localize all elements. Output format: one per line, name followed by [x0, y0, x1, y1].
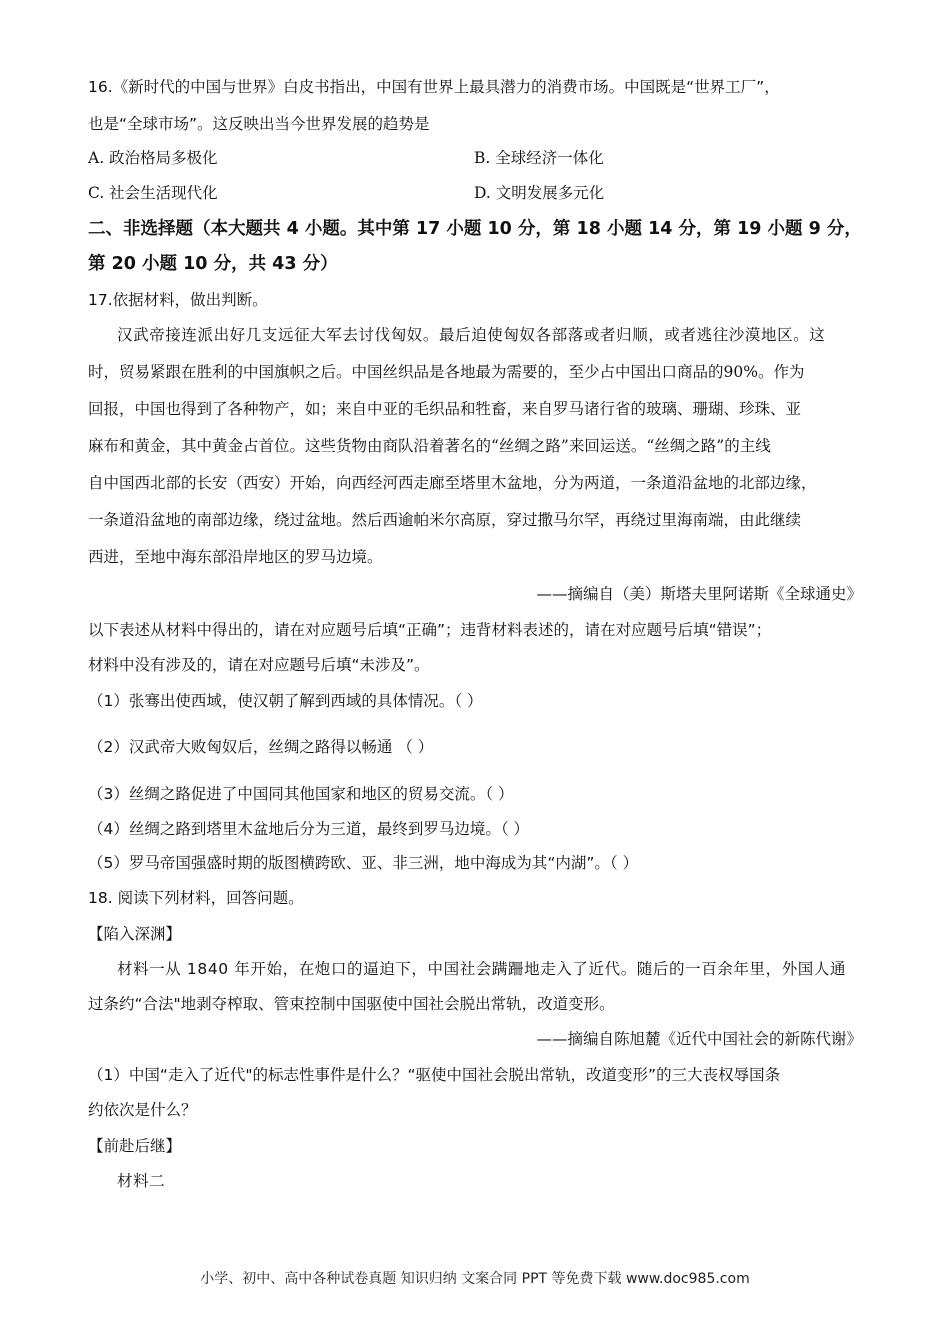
q17-material-line: 自中国西北部的长安（西安）开始，向西经河西走廊至塔里木盆地，分为两道，一条道沿盆地的北部边缘，: [88, 474, 817, 492]
q17-material-line: 一条道沿盆地的南部边缘，绕过盆地。然后西逾帕米尔高原，穿过撒马尔罕，再绕过里海南端，由此继续: [88, 511, 802, 529]
q16-option-d: D. 文明发展多元化: [474, 184, 605, 202]
page-footer: 小学、初中、高中各种试卷真题 知识归纳 文案合同 PPT 等免费下载 www.doc985.com: [200, 1271, 750, 1287]
q17-material-line: 西进，至地中海东部沿岸地区的罗马边境。: [88, 548, 383, 566]
q17-item-1: （1）张骞出使西域，使汉朝了解到西域的具体情况。（ ）: [88, 692, 483, 710]
q16-option-b: B. 全球经济一体化: [474, 149, 604, 167]
q17-source: ——摘编自（美）斯塔夫里阿诺斯《全球通史》: [536, 585, 862, 603]
q16-option-c: C. 社会生活现代化: [88, 184, 218, 202]
q17-material-line: 麻布和黄金，其中黄金占首位。这些货物由商队沿着著名的“丝绸之路”来回运送。“丝绸之路”的主线: [88, 437, 771, 455]
q18-part2-title: 【前赴后继】: [88, 1137, 182, 1155]
q16-option-a: A. 政治格局多极化: [88, 149, 218, 167]
q18-material1-line1: 材料一从 1840 年开始，在炮口的逼迫下，中国社会蹒跚地走入了近代。随后的一百余年里，外国人通: [117, 960, 847, 978]
q18-source1: ——摘编自陈旭麓《近代中国社会的新陈代谢》: [536, 1030, 862, 1048]
q16-stem-line1: 16.《新时代的中国与世界》白皮书指出，中国有世界上最具潜力的消费市场。中国既是“世界工厂”，: [88, 78, 780, 96]
q17-material-line: 时，贸易紧跟在胜利的中国旗帜之后。中国丝织品是各地最为需要的，至少占中国出口商品的90%。作为: [88, 363, 805, 381]
q17-item-4: （4）丝绸之路到塔里木盆地后分为三道，最终到罗马边境。（ ）: [88, 820, 530, 838]
q17-stem: 17.依据材料，做出判断。: [88, 291, 268, 309]
q17-material-line: 汉武帝接连派出好几支远征大军去讨伐匈奴。最后迫使匈奴各部落或者归顺，或者逃往沙漠地区。这: [117, 326, 826, 344]
q18-material2-label: 材料二: [117, 1172, 166, 1190]
q17-item-5: （5）罗马帝国强盛时期的版图横跨欧、亚、非三洲，地中海成为其“内湖”。（ ）: [88, 854, 639, 872]
section2-heading-line1: 二、非选择题（本大题共 4 小题。其中第 17 小题 10 分，第 18 小题 14 分，第 19 小题 9 分，: [88, 219, 862, 239]
q18-stem: 18. 阅读下列材料，回答问题。: [88, 889, 304, 907]
q17-instruction-line1: 以下表述从材料中得出的，请在对应题号后填“正确”；违背材料表述的，请在对应题号后填“错误”；: [88, 621, 772, 639]
q17-item-3: （3）丝绸之路促进了中国同其他国家和地区的贸易交流。（ ）: [88, 785, 514, 803]
q18-sub1-line2: 约依次是什么？: [88, 1101, 197, 1119]
q17-material-line: 回报，中国也得到了各种物产，如；来自中亚的毛织品和牲畜，来自罗马诸行省的玻璃、珊瑚、珍珠、亚: [88, 400, 802, 418]
q17-instruction-line2: 材料中没有涉及的，请在对应题号后填“未涉及”。: [88, 656, 430, 674]
q18-material1-line2: 过条约“合法"地剥夺榨取、管束控制中国驱使中国社会脱出常轨，改道变形。: [88, 995, 615, 1013]
q17-item-2: （2）汉武帝大败匈奴后，丝绸之路得以畅通 （ ）: [88, 738, 434, 756]
q18-sub1-line1: （1）中国“走入了近代"的标志性事件是什么？“驱使中国社会脱出常轨，改道变形”的三大丧权辱国条: [88, 1066, 781, 1084]
section2-heading-line2: 第 20 小题 10 分，共 43 分）: [88, 254, 338, 274]
q18-part1-title: 【陷入深渊】: [88, 925, 182, 943]
q16-stem-line2: 也是“全球市场”。这反映出当今世界发展的趋势是: [88, 115, 430, 133]
